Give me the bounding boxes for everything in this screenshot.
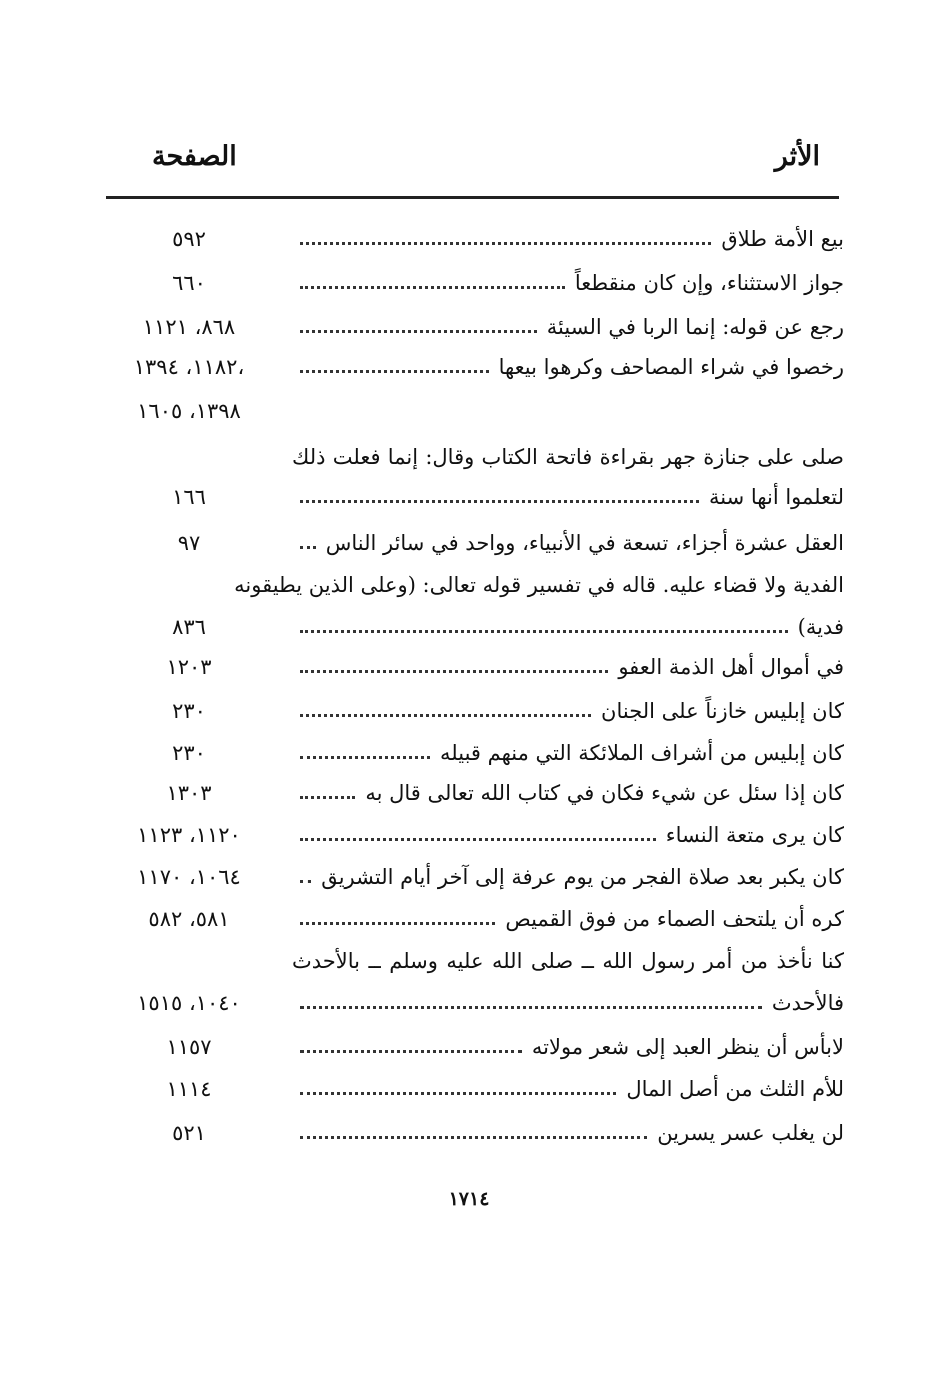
index-entry xyxy=(104,1030,844,1064)
index-entry xyxy=(104,440,844,474)
entry-text: العقل عشرة أجزاء، تسعة في الأنبياء، وواحد في سائر الناس xyxy=(325,531,844,555)
entry-page: ١٢٠٣ xyxy=(166,655,212,679)
index-entry xyxy=(104,266,844,300)
entry-text: كان إذا سئل عن شيء فكان في كتاب الله تعالى قال به xyxy=(365,781,844,805)
index-entry xyxy=(104,526,844,560)
dot-leader xyxy=(300,1092,616,1097)
dot-leader xyxy=(300,630,788,635)
dot-leader xyxy=(300,670,608,675)
dot-leader xyxy=(300,500,699,505)
dot-leader xyxy=(300,1050,522,1055)
dot-leader xyxy=(300,330,537,335)
entry-page: ١٠٤٠، ١٥١٥ xyxy=(137,991,241,1015)
index-entry xyxy=(104,860,844,894)
index-entry xyxy=(104,222,844,256)
entry-page: ٩٧ xyxy=(177,531,201,555)
index-entry xyxy=(104,986,844,1020)
index-entry xyxy=(104,944,844,978)
entry-text: كان يرى متعة النساء xyxy=(665,823,844,847)
entry-page: ١١٥٧ xyxy=(166,1035,212,1059)
column-header-page: الصفحة xyxy=(152,141,237,172)
dot-leader xyxy=(300,756,430,761)
dot-leader xyxy=(300,796,355,801)
dot-leader xyxy=(300,286,565,291)
entry-text: رخصوا في شراء المصاحف وكرهوا بيعها xyxy=(498,355,844,379)
entry-text: فالأحدث xyxy=(771,991,844,1015)
entry-page: ٢٣٠ xyxy=(172,699,206,723)
index-entry xyxy=(104,310,844,344)
index-entry xyxy=(104,650,844,684)
entry-text: لتعلموا أنها سنة xyxy=(709,485,844,509)
dot-leader xyxy=(300,880,311,885)
entry-text: كان إبليس من أشراف الملائكة التي منهم قبيله xyxy=(440,741,844,765)
index-entry xyxy=(104,694,844,728)
entry-text: صلى على جنازة جهر بقراءة فاتحة الكتاب وقال: إنما فعلت ذلك xyxy=(292,445,844,469)
index-entry xyxy=(104,736,844,770)
entry-page: ٥٢١ xyxy=(172,1121,206,1145)
dot-leader xyxy=(300,546,316,551)
dot-leader xyxy=(300,242,711,247)
entry-text: في أموال أهل الذمة العفو xyxy=(618,655,844,679)
entry-text: رجع عن قوله: إنما الربا في السيئة xyxy=(546,315,844,339)
entry-page: ١١٨٢، ١٣٩٤، xyxy=(133,355,245,379)
entry-page: ١٦٦ xyxy=(172,485,206,509)
index-entry xyxy=(104,350,844,384)
entry-page: ٢٣٠ xyxy=(172,741,206,765)
entry-text: كره أن يلتحف الصماء من فوق القميص xyxy=(505,907,844,931)
index-entry xyxy=(104,394,844,428)
entry-text: كان يكبر بعد صلاة الفجر من يوم عرفة إلى آخر أيام التشريق xyxy=(321,865,844,889)
dot-leader xyxy=(300,1136,647,1141)
index-entry xyxy=(104,776,844,810)
entry-page: ٨٦٨، ١١٢١ xyxy=(142,315,236,339)
entry-page: ١٣٠٣ xyxy=(166,781,212,805)
entry-text: الفدية ولا قضاء عليه. قاله في تفسير قوله تعالى: (وعلى الذين يطيقونه xyxy=(234,573,844,597)
dot-leader xyxy=(300,1006,762,1011)
entry-text: فدية) xyxy=(797,615,844,639)
index-entry xyxy=(104,818,844,852)
entry-page: ٥٩٢ xyxy=(172,227,206,251)
entry-text: كنا نأخذ من أمر رسول الله ــ صلى الله عليه وسلم ــ بالأحدث xyxy=(292,949,844,973)
entry-text: جواز الاستثناء، وإن كان منقطعاً xyxy=(574,271,844,295)
entry-page: ١١١٤ xyxy=(166,1077,212,1101)
entry-page: ٨٣٦ xyxy=(172,615,206,639)
index-entry xyxy=(104,1116,844,1150)
entry-page: ١١٢٠، ١١٢٣ xyxy=(137,823,241,847)
entry-page: ٥٨١، ٥٨٢ xyxy=(148,907,230,931)
index-entry xyxy=(104,610,844,644)
entry-page: ٦٦٠ xyxy=(172,271,206,295)
column-header-athar: الأثر xyxy=(774,141,820,172)
page-number: ١٧١٤ xyxy=(448,1188,490,1210)
entry-page: ١٠٦٤، ١١٧٠ xyxy=(137,865,241,889)
dot-leader xyxy=(300,370,489,375)
entry-text: بيع الأمة طلاق xyxy=(721,227,844,251)
entry-text: للأم الثلث من أصل المال xyxy=(626,1077,844,1101)
index-entry xyxy=(104,568,844,602)
header-divider xyxy=(106,196,839,199)
entry-text: كان إبليس خازناً على الجنان xyxy=(601,699,844,723)
index-entry xyxy=(104,902,844,936)
index-entry xyxy=(104,480,844,514)
entry-text: لن يغلب عسر يسرين xyxy=(657,1121,844,1145)
dot-leader xyxy=(300,922,495,927)
index-entry xyxy=(104,1072,844,1106)
dot-leader xyxy=(300,714,591,719)
entry-page: ١٣٩٨، ١٦٠٥ xyxy=(137,399,241,423)
dot-leader xyxy=(300,838,656,843)
entry-text: لابأس أن ينظر العبد إلى شعر مولاته xyxy=(531,1035,844,1059)
